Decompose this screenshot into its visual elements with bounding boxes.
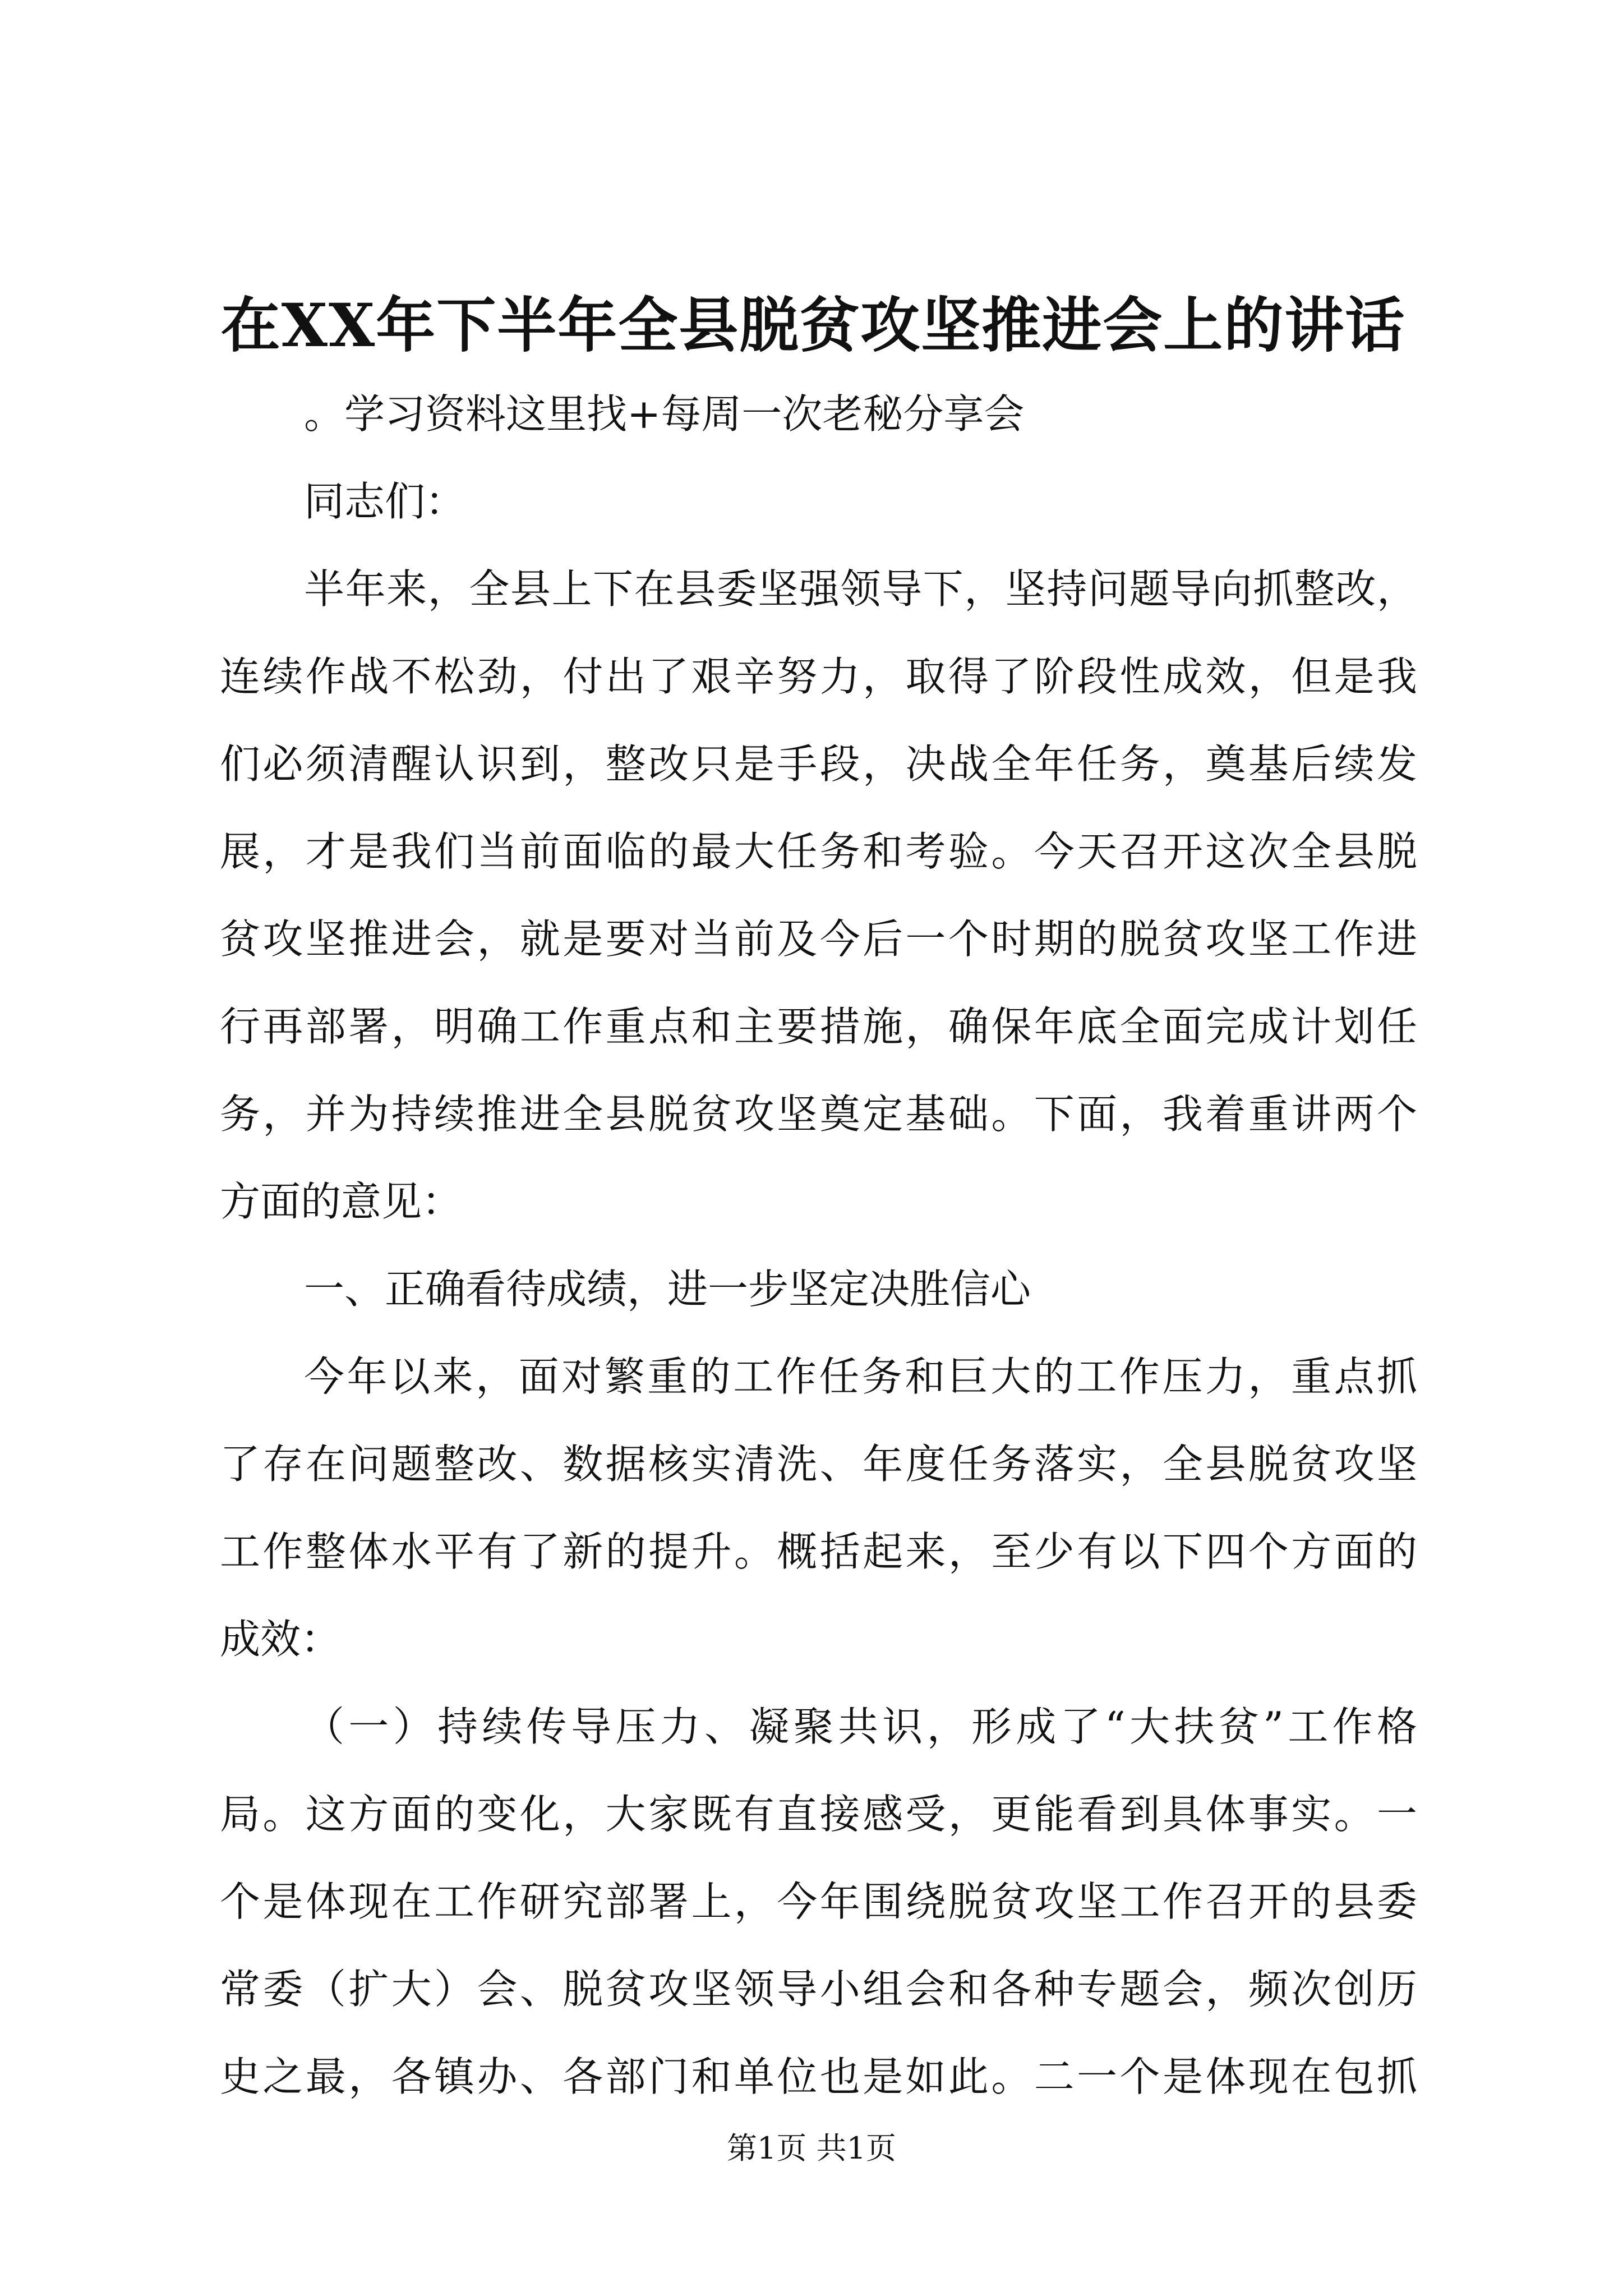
body-line: （一）持续传导压力、凝聚共识，形成了“大扶贫”工作格 bbox=[304, 1703, 1417, 1750]
body-line: 行再部署，明确工作重点和主要措施，确保年底全面完成计划任 bbox=[220, 1003, 1417, 1050]
body-line: 们必须清醒认识到，整改只是手段，决战全年任务，奠基后续发 bbox=[220, 740, 1417, 788]
body-line: 。学习资料这里找+每周一次老秘分享会 bbox=[304, 390, 1025, 438]
body-line: 了存在问题整改、数据核实清洗、年度任务落实，全县脱贫攻坚 bbox=[220, 1441, 1417, 1488]
body-line: 个是体现在工作研究部署上，今年围绕脱贫攻坚工作召开的县委 bbox=[220, 1878, 1417, 1925]
body-line: 成效： bbox=[220, 1616, 342, 1663]
body-line: 工作整体水平有了新的提升。概括起来，至少有以下四个方面的 bbox=[220, 1528, 1417, 1575]
body-line: 务，并为持续推进全县脱贫攻坚奠定基础。下面，我着重讲两个 bbox=[220, 1091, 1417, 1138]
body-line: 展，才是我们当前面临的最大任务和考验。今天召开这次全县脱 bbox=[220, 828, 1417, 875]
body-line: 同志们： bbox=[304, 478, 466, 525]
body-line: 连续作战不松劲，付出了艰辛努力，取得了阶段性成效，但是我 bbox=[220, 653, 1417, 700]
body-line: 一、正确看待成绩，进一步坚定决胜信心 bbox=[304, 1266, 1031, 1313]
document-title: 在XX年下半年全县脱贫攻坚推进会上的讲话 bbox=[220, 290, 1406, 360]
body-line: 今年以来，面对繁重的工作任务和巨大的工作压力，重点抓 bbox=[304, 1353, 1417, 1400]
body-line: 半年来，全县上下在县委坚强领导下，坚持问题导向抓整改， bbox=[304, 565, 1417, 613]
body-line: 史之最，各镇办、各部门和单位也是如此。二一个是体现在包抓 bbox=[220, 2053, 1417, 2100]
body-line: 贫攻坚推进会，就是要对当前及今后一个时期的脱贫攻坚工作进 bbox=[220, 915, 1417, 963]
body-line: 常委（扩大）会、脱贫攻坚领导小组会和各种专题会，频次创历 bbox=[220, 1966, 1417, 2013]
document-body bbox=[220, 370, 1417, 2120]
body-line: 局。这方面的变化，大家既有直接感受，更能看到具体事实。一 bbox=[220, 1791, 1417, 1838]
page-footer: 第1页 共1页 bbox=[727, 2131, 896, 2166]
body-line: 方面的意见： bbox=[220, 1178, 463, 1225]
